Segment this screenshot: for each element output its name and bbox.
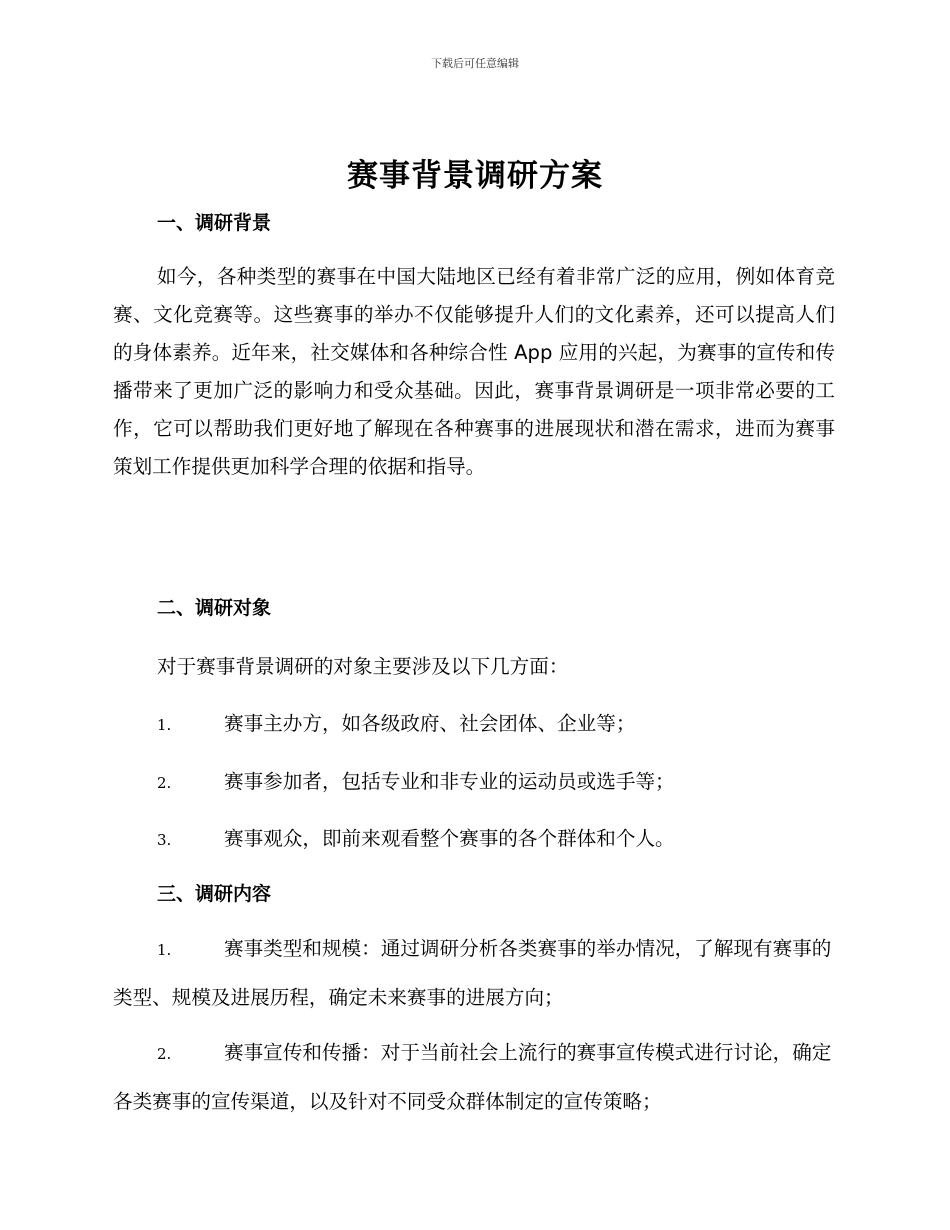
list-text: 赛事类型和规模：通过调研分析各类赛事的举办情况，了解现有赛事的类型、规模及进展历程，确定未来赛事的进展方向； xyxy=(113,937,832,1009)
section-heading-subjects: 二、调研对象 xyxy=(157,597,272,619)
list-text: 赛事主办方，如各级政府、社会团体、企业等； xyxy=(224,712,636,735)
page-header-note: 下载后可任意编辑 xyxy=(431,57,519,70)
section-heading-content: 三、调研内容 xyxy=(157,883,272,905)
section-heading-background: 一、调研背景 xyxy=(157,212,272,234)
content-list-item xyxy=(113,1029,835,1125)
list-number: 2. xyxy=(157,774,172,792)
list-text: 赛事观众，即前来观看整个赛事的各个群体和个人。 xyxy=(224,827,675,850)
list-text: 赛事参加者，包括专业和非专业的运动员或选手等； xyxy=(224,770,675,793)
list-item xyxy=(157,707,635,736)
list-number: 2. xyxy=(157,1045,172,1063)
document-title: 赛事背景调研方案 xyxy=(347,158,603,194)
list-number: 1. xyxy=(157,941,172,959)
list-text: 赛事宣传和传播：对于当前社会上流行的赛事宣传模式进行讨论，确定各类赛事的宣传渠道，以及针对不同受众群体制定的宣传策略； xyxy=(113,1041,832,1113)
subjects-lead-text: 对于赛事背景调研的对象主要涉及以下几方面： xyxy=(157,655,569,678)
list-item xyxy=(157,765,675,794)
list-number: 1. xyxy=(157,716,172,734)
content-list-item xyxy=(113,925,835,1021)
list-item xyxy=(157,822,675,851)
background-paragraph: 如今，各种类型的赛事在中国大陆地区已经有着非常广泛的应用，例如体育竞赛、文化竞赛等。这些赛事的举办不仅能够提升人们的文化素养，还可以提高人们的身体素养。近年来，社交媒体和各种综合性 App 应用的兴起，为赛事的宣传和传播带来了更加广泛的影响力和受众基础。因此，赛事背景调研是一项非常必要的工作，它可以帮助我们更好地了解现在各种赛事的进展现状和潜在需求，进而为赛事策划工作提供更加科学合理的依据和指导。 xyxy=(113,265,835,478)
list-number: 3. xyxy=(157,831,172,849)
